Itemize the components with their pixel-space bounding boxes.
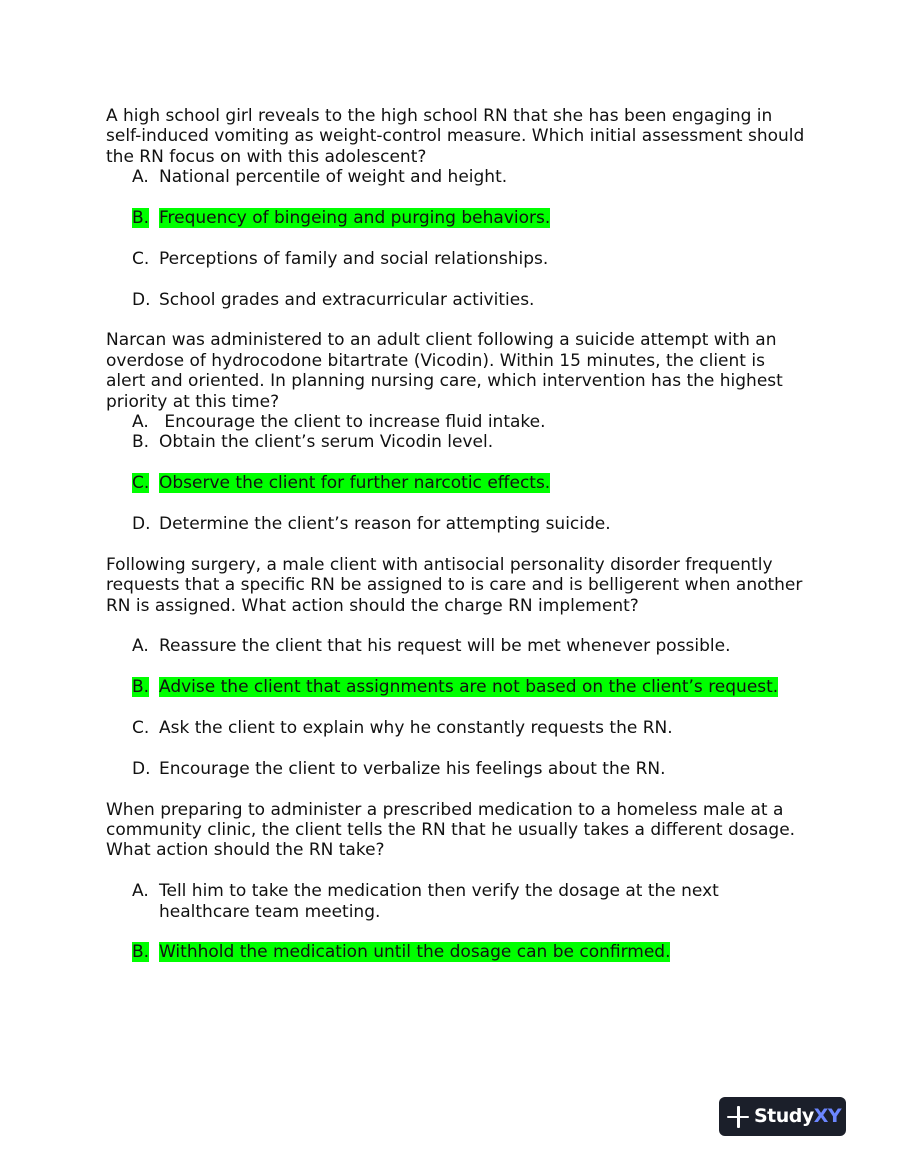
option-a xyxy=(132,636,806,656)
option-letter: B. xyxy=(132,208,150,229)
question-stem: Narcan was administered to an adult client following a suicide attempt with an overdose of hydrocodone bitartrate (Vicodin). Within 15 minutes, the client is alert and oriented. In planning nursing care, which intervention has the highest priority at this time? xyxy=(106,330,783,412)
option-d xyxy=(132,514,806,534)
option-b-highlighted xyxy=(132,677,806,697)
question-stem: When preparing to administer a prescribed medication to a homeless male at a community clinic, the client tells the RN that he usually takes a different dosage. What action should the RN take? xyxy=(106,799,796,861)
option-a xyxy=(132,881,806,922)
document-body xyxy=(106,106,806,963)
option-letter: D. xyxy=(132,289,151,310)
option-text: Ask the client to explain why he constantly requests the RN. xyxy=(159,718,673,739)
option-d xyxy=(132,290,806,310)
option-c-highlighted xyxy=(132,473,806,493)
studyxy-logo xyxy=(719,1097,846,1136)
option-b-highlighted xyxy=(132,208,806,228)
question-2 xyxy=(106,330,806,534)
plus-icon xyxy=(727,1106,749,1128)
option-a xyxy=(132,412,806,432)
option-c xyxy=(132,718,806,738)
option-b-highlighted xyxy=(132,942,806,962)
option-text: School grades and extracurricular activities. xyxy=(159,289,535,310)
option-letter: D. xyxy=(132,758,151,779)
option-letter: D. xyxy=(132,514,151,535)
option-d xyxy=(132,759,806,779)
option-letter: A. xyxy=(132,412,149,433)
question-3 xyxy=(106,555,806,779)
option-text: Encourage the client to verbalize his feelings about the RN. xyxy=(159,758,666,779)
question-4 xyxy=(106,800,806,963)
option-text: Frequency of bingeing and purging behaviors. xyxy=(159,208,551,229)
option-letter: C. xyxy=(132,248,150,269)
question-stem: Following surgery, a male client with antisocial personality disorder frequently requests that a specific RN be assigned to is care and is belligerent when another RN is assigned. What action should the charge RN implement? xyxy=(106,554,803,616)
option-c xyxy=(132,249,806,269)
option-letter: A. xyxy=(132,636,149,657)
option-text: Observe the client for further narcotic effects. xyxy=(159,473,551,494)
option-text: Tell him to take the medication then verify the dosage at the next healthcare team meeting. xyxy=(159,881,719,922)
option-text: Determine the client’s reason for attempting suicide. xyxy=(159,514,611,535)
option-text: Encourage the client to increase fluid intake. xyxy=(159,412,546,433)
question-stem: A high school girl reveals to the high school RN that she has been engaging in self-induced vomiting as weight-control measure. Which initial assessment should the RN focus on with this adolescent? xyxy=(106,106,805,167)
question-1 xyxy=(106,106,806,310)
option-letter: A. xyxy=(132,881,149,902)
option-letter: A. xyxy=(132,167,149,188)
option-letter: B. xyxy=(132,432,150,453)
option-letter: C. xyxy=(132,473,150,494)
option-text: Advise the client that assignments are not based on the client’s request. xyxy=(159,677,779,698)
logo-text-part1: Study xyxy=(754,1105,814,1127)
option-text: Obtain the client’s serum Vicodin level. xyxy=(159,432,494,453)
option-letter: B. xyxy=(132,942,150,963)
option-b xyxy=(132,432,806,452)
option-text: Withhold the medication until the dosage can be confirmed. xyxy=(159,942,671,963)
option-letter: B. xyxy=(132,677,150,698)
option-a xyxy=(132,167,806,187)
logo-text-part2: XY xyxy=(813,1105,842,1127)
option-text: Reassure the client that his request will be met whenever possible. xyxy=(159,636,731,657)
option-text: National percentile of weight and height. xyxy=(159,167,508,188)
logo-text xyxy=(754,1097,841,1136)
option-text: Perceptions of family and social relationships. xyxy=(159,248,549,269)
option-letter: C. xyxy=(132,718,150,739)
